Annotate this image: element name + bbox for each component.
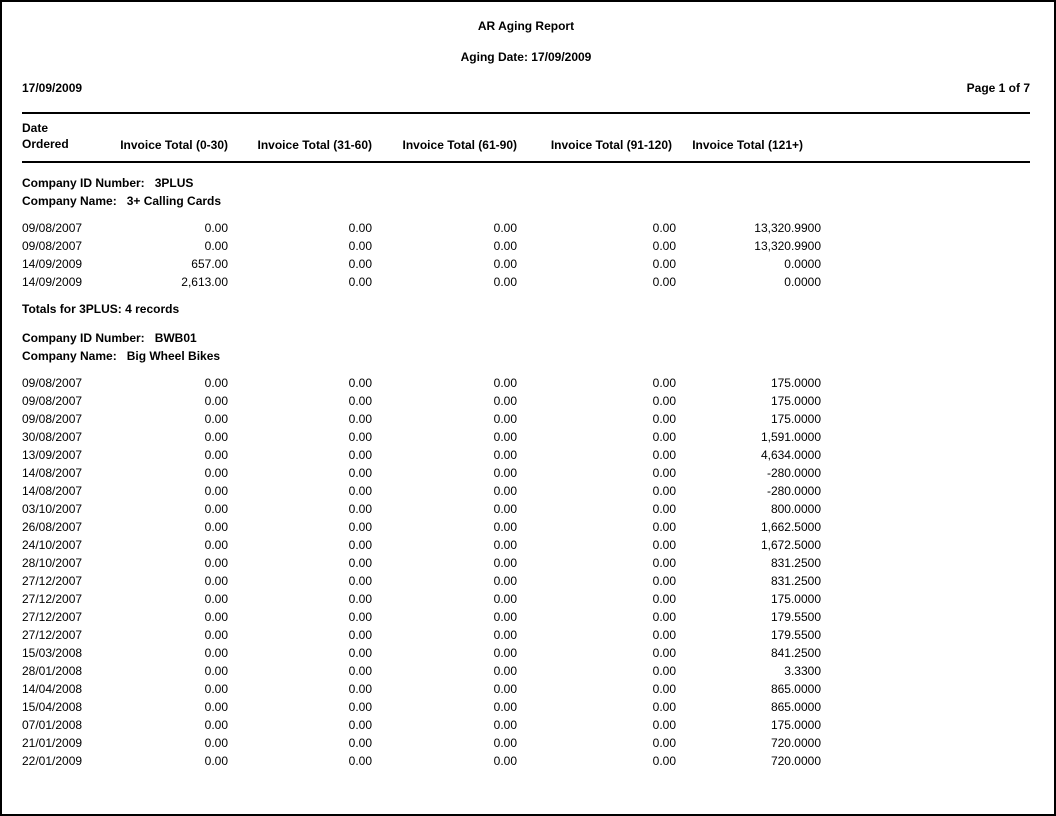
amount-cell: 0.00 <box>204 628 228 642</box>
amount-cell: 3.3300 <box>784 664 821 678</box>
table-row <box>22 428 1030 446</box>
company-id-value: 3PLUS <box>154 176 194 190</box>
spacer-cell <box>22 291 1030 300</box>
amount-cell: 175.0000 <box>770 718 821 732</box>
amount-cell: 0.00 <box>204 520 228 534</box>
amount-cell: 0.00 <box>493 484 517 498</box>
amount-cell: 0.00 <box>204 430 228 444</box>
table-row <box>22 237 1030 255</box>
date-ordered-cell: 30/08/2007 <box>22 430 83 444</box>
amount-cell: 0.00 <box>652 646 676 660</box>
amount-cell: 0.00 <box>204 592 228 606</box>
company-id-label: Company ID Number: <box>22 176 145 190</box>
amount-cell: 800.0000 <box>770 502 821 516</box>
table-row <box>22 464 1030 482</box>
date-ordered-cell: 07/01/2008 <box>22 718 83 732</box>
amount-cell: 0.00 <box>652 736 676 750</box>
amount-cell: 175.0000 <box>770 394 821 408</box>
table-row <box>22 554 1030 572</box>
amount-cell: 0.00 <box>204 700 228 714</box>
amount-cell: 0.00 <box>348 628 372 642</box>
amount-cell: 720.0000 <box>770 736 821 750</box>
amount-cell: 0.00 <box>348 221 372 235</box>
table-row <box>22 680 1030 698</box>
table-row <box>22 752 1030 770</box>
amount-cell: 0.00 <box>204 664 228 678</box>
filler-cell <box>821 662 1030 680</box>
date-ordered-cell: 14/08/2007 <box>22 466 83 480</box>
filler-cell <box>821 518 1030 536</box>
amount-cell: 0.00 <box>348 257 372 271</box>
date-ordered-cell: 09/08/2007 <box>22 221 83 235</box>
company-name-cell <box>22 192 1030 210</box>
amount-cell: 0.00 <box>652 376 676 390</box>
amount-cell: 2,613.00 <box>181 275 228 289</box>
filler-cell <box>821 644 1030 662</box>
company-id-cell <box>22 329 1030 347</box>
filler-cell <box>821 464 1030 482</box>
amount-cell: 0.00 <box>348 394 372 408</box>
amount-cell: 0.00 <box>204 754 228 768</box>
amount-cell: 0.00 <box>493 646 517 660</box>
amount-cell: 0.00 <box>493 718 517 732</box>
amount-cell: 841.2500 <box>770 646 821 660</box>
amount-cell: 0.00 <box>204 556 228 570</box>
date-ordered-cell: 14/08/2007 <box>22 484 83 498</box>
amount-cell: 0.00 <box>493 538 517 552</box>
filler-cell <box>821 237 1030 255</box>
spacer-row <box>22 770 1030 779</box>
table-body <box>22 162 1030 779</box>
amount-cell: 0.00 <box>204 484 228 498</box>
amount-cell: 0.00 <box>204 466 228 480</box>
amount-cell: -280.0000 <box>766 484 821 498</box>
spacer-cell <box>22 770 1030 779</box>
amount-cell: 1,662.5000 <box>760 520 821 534</box>
filler-cell <box>821 554 1030 572</box>
date-ordered-cell: 03/10/2007 <box>22 502 83 516</box>
amount-cell: 0.00 <box>652 592 676 606</box>
col-header-31-60: Invoice Total (31-60) <box>228 113 372 162</box>
date-ordered-cell: 09/08/2007 <box>22 376 83 390</box>
date-col-line1: Date <box>22 121 49 135</box>
company-id-value: BWB01 <box>154 331 197 345</box>
col-header-121plus: Invoice Total (121+) <box>676 113 821 162</box>
amount-cell: 0.00 <box>493 239 517 253</box>
amount-cell: 4,634.0000 <box>760 448 821 462</box>
amount-cell: 13,320.9900 <box>754 239 821 253</box>
spacer-row <box>22 162 1030 174</box>
date-ordered-cell: 27/12/2007 <box>22 574 83 588</box>
table-row <box>22 518 1030 536</box>
amount-cell: 0.00 <box>493 466 517 480</box>
date-ordered-cell: 09/08/2007 <box>22 394 83 408</box>
amount-cell: 0.00 <box>348 412 372 426</box>
amount-cell: 1,672.5000 <box>760 538 821 552</box>
amount-cell: 0.00 <box>204 646 228 660</box>
section-totals-row <box>22 300 1030 318</box>
company-id-line <box>22 329 1030 347</box>
table-row <box>22 536 1030 554</box>
amount-cell: 0.00 <box>493 448 517 462</box>
amount-cell: 0.00 <box>204 412 228 426</box>
col-header-filler <box>821 113 1030 162</box>
date-ordered-cell: 27/12/2007 <box>22 592 83 606</box>
filler-cell <box>821 255 1030 273</box>
amount-cell: 0.00 <box>493 412 517 426</box>
amount-cell: 0.00 <box>348 718 372 732</box>
amount-cell: 0.0000 <box>784 257 821 271</box>
amount-cell: 720.0000 <box>770 754 821 768</box>
amount-cell: 0.00 <box>493 736 517 750</box>
amount-cell: 0.00 <box>348 484 372 498</box>
table-row <box>22 255 1030 273</box>
filler-cell <box>821 374 1030 392</box>
amount-cell: 831.2500 <box>770 574 821 588</box>
amount-cell: 0.00 <box>493 502 517 516</box>
filler-cell <box>821 608 1030 626</box>
amount-cell: 0.00 <box>652 520 676 534</box>
filler-cell <box>821 392 1030 410</box>
amount-cell: 0.00 <box>348 682 372 696</box>
amount-cell: 0.00 <box>493 682 517 696</box>
table-row <box>22 644 1030 662</box>
filler-cell <box>821 482 1030 500</box>
table-row <box>22 590 1030 608</box>
table-row <box>22 446 1030 464</box>
amount-cell: 0.00 <box>204 682 228 696</box>
date-ordered-cell: 15/03/2008 <box>22 646 83 660</box>
date-ordered-cell: 28/10/2007 <box>22 556 83 570</box>
amount-cell: 0.00 <box>204 394 228 408</box>
filler-cell <box>821 410 1030 428</box>
filler-cell <box>821 536 1030 554</box>
company-id-cell <box>22 174 1030 192</box>
amount-cell: 0.00 <box>348 448 372 462</box>
spacer-cell <box>22 318 1030 329</box>
amount-cell: 0.00 <box>204 718 228 732</box>
date-ordered-cell: 15/04/2008 <box>22 700 83 714</box>
company-name-line <box>22 192 1030 210</box>
spacer-cell <box>22 162 1030 174</box>
spacer-cell <box>22 365 1030 374</box>
amount-cell: 0.00 <box>652 430 676 444</box>
amount-cell: 0.00 <box>652 484 676 498</box>
filler-cell <box>821 428 1030 446</box>
table-row <box>22 482 1030 500</box>
amount-cell: 0.00 <box>204 239 228 253</box>
filler-cell <box>821 590 1030 608</box>
amount-cell: 0.00 <box>493 275 517 289</box>
col-header-date-ordered <box>22 113 112 162</box>
amount-cell: 0.00 <box>348 736 372 750</box>
amount-cell: 0.00 <box>204 538 228 552</box>
table-row <box>22 374 1030 392</box>
amount-cell: 0.00 <box>348 239 372 253</box>
report-title: AR Aging Report <box>477 19 575 33</box>
spacer-row <box>22 365 1030 374</box>
amount-cell: 0.00 <box>348 646 372 660</box>
filler-cell <box>821 273 1030 291</box>
filler-cell <box>821 446 1030 464</box>
amount-cell: 657.00 <box>191 257 228 271</box>
filler-cell <box>821 626 1030 644</box>
company-name-value: Big Wheel Bikes <box>126 349 221 363</box>
amount-cell: 0.00 <box>652 412 676 426</box>
amount-cell: 0.00 <box>652 466 676 480</box>
aging-date-line: Aging Date: 17/09/2009 <box>460 50 592 64</box>
filler-cell <box>821 572 1030 590</box>
company-id-label: Company ID Number: <box>22 331 145 345</box>
filler-cell <box>821 716 1030 734</box>
amount-cell: 0.00 <box>493 221 517 235</box>
company-name-value: 3+ Calling Cards <box>126 194 222 208</box>
amount-cell: 0.00 <box>493 592 517 606</box>
col-header-0-30: Invoice Total (0-30) <box>112 113 228 162</box>
date-ordered-cell: 13/09/2007 <box>22 448 83 462</box>
date-ordered-cell: 14/09/2009 <box>22 275 83 289</box>
amount-cell: 0.00 <box>493 556 517 570</box>
report-content <box>2 19 1054 779</box>
amount-cell: 0.00 <box>493 376 517 390</box>
company-name-cell <box>22 347 1030 365</box>
filler-cell <box>821 698 1030 716</box>
table-row <box>22 698 1030 716</box>
amount-cell: 0.0000 <box>784 275 821 289</box>
run-date: 17/09/2009 <box>22 81 83 95</box>
amount-cell: 0.00 <box>652 448 676 462</box>
table-row <box>22 219 1030 237</box>
spacer-cell <box>22 210 1030 219</box>
amount-cell: 831.2500 <box>770 556 821 570</box>
table-row <box>22 392 1030 410</box>
amount-cell: 0.00 <box>348 592 372 606</box>
col-header-91-120: Invoice Total (91-120) <box>517 113 676 162</box>
amount-cell: 175.0000 <box>770 592 821 606</box>
amount-cell: 0.00 <box>348 502 372 516</box>
table-row <box>22 410 1030 428</box>
date-ordered-cell: 09/08/2007 <box>22 239 83 253</box>
amount-cell: 0.00 <box>652 556 676 570</box>
amount-cell: 0.00 <box>348 610 372 624</box>
table-row <box>22 572 1030 590</box>
filler-cell <box>821 734 1030 752</box>
amount-cell: 0.00 <box>204 736 228 750</box>
amount-cell: 0.00 <box>493 628 517 642</box>
amount-cell: 0.00 <box>652 538 676 552</box>
amount-cell: 0.00 <box>652 628 676 642</box>
amount-cell: 0.00 <box>493 574 517 588</box>
date-ordered-cell: 24/10/2007 <box>22 538 83 552</box>
amount-cell: 0.00 <box>348 520 372 534</box>
date-ordered-cell: 14/09/2009 <box>22 257 83 271</box>
amount-cell: 0.00 <box>652 754 676 768</box>
date-ordered-cell: 27/12/2007 <box>22 610 83 624</box>
amount-cell: 0.00 <box>493 610 517 624</box>
amount-cell: 0.00 <box>652 718 676 732</box>
page-indicator: Page 1 of 7 <box>966 81 1030 95</box>
filler-cell <box>821 752 1030 770</box>
amount-cell: 0.00 <box>348 556 372 570</box>
amount-cell: 0.00 <box>493 664 517 678</box>
date-ordered-cell: 26/08/2007 <box>22 520 83 534</box>
amount-cell: 0.00 <box>652 664 676 678</box>
amount-cell: 0.00 <box>652 574 676 588</box>
amount-cell: 0.00 <box>493 394 517 408</box>
table-row <box>22 608 1030 626</box>
filler-cell <box>821 680 1030 698</box>
amount-cell: 179.5500 <box>770 628 821 642</box>
col-header-61-90: Invoice Total (61-90) <box>372 113 517 162</box>
table-row <box>22 662 1030 680</box>
date-col-line2: Ordered <box>22 137 69 151</box>
table-row <box>22 273 1030 291</box>
amount-cell: 0.00 <box>493 700 517 714</box>
aging-table <box>22 112 1030 779</box>
table-header-row <box>22 113 1030 162</box>
spacer-row <box>22 210 1030 219</box>
filler-cell <box>821 500 1030 518</box>
amount-cell: 0.00 <box>348 466 372 480</box>
amount-cell: 0.00 <box>348 430 372 444</box>
table-row <box>22 716 1030 734</box>
meta-row <box>22 81 1030 95</box>
amount-cell: 0.00 <box>652 394 676 408</box>
company-name-line <box>22 347 1030 365</box>
company-name-label: Company Name: <box>22 194 117 208</box>
amount-cell: 0.00 <box>493 520 517 534</box>
amount-cell: 13,320.9900 <box>754 221 821 235</box>
amount-cell: 0.00 <box>204 221 228 235</box>
amount-cell: 0.00 <box>204 376 228 390</box>
amount-cell: 865.0000 <box>770 700 821 714</box>
amount-cell: 0.00 <box>348 275 372 289</box>
section-totals: Totals for 3PLUS: 4 records <box>22 302 180 316</box>
amount-cell: 1,591.0000 <box>760 430 821 444</box>
company-id-line <box>22 174 1030 192</box>
amount-cell: 0.00 <box>652 502 676 516</box>
filler-cell <box>821 219 1030 237</box>
company-name-label: Company Name: <box>22 349 117 363</box>
amount-cell: 0.00 <box>652 275 676 289</box>
amount-cell: 0.00 <box>348 754 372 768</box>
amount-cell: 0.00 <box>652 221 676 235</box>
amount-cell: 0.00 <box>493 430 517 444</box>
amount-cell: 865.0000 <box>770 682 821 696</box>
amount-cell: 0.00 <box>348 538 372 552</box>
amount-cell: 0.00 <box>204 448 228 462</box>
amount-cell: 0.00 <box>652 700 676 714</box>
table-row <box>22 626 1030 644</box>
date-ordered-cell: 09/08/2007 <box>22 412 83 426</box>
amount-cell: 0.00 <box>204 610 228 624</box>
amount-cell: 0.00 <box>348 700 372 714</box>
spacer-row <box>22 318 1030 329</box>
amount-cell: 0.00 <box>348 664 372 678</box>
amount-cell: 0.00 <box>348 574 372 588</box>
amount-cell: 0.00 <box>348 376 372 390</box>
amount-cell: 0.00 <box>204 574 228 588</box>
date-ordered-cell: 28/01/2008 <box>22 664 83 678</box>
amount-cell: 0.00 <box>652 610 676 624</box>
date-ordered-cell: 27/12/2007 <box>22 628 83 642</box>
amount-cell: 0.00 <box>652 682 676 696</box>
date-ordered-cell: 14/04/2008 <box>22 682 83 696</box>
date-ordered-cell: 21/01/2009 <box>22 736 83 750</box>
amount-cell: 175.0000 <box>770 376 821 390</box>
amount-cell: -280.0000 <box>766 466 821 480</box>
table-row <box>22 734 1030 752</box>
amount-cell: 0.00 <box>652 257 676 271</box>
amount-cell: 179.5500 <box>770 610 821 624</box>
amount-cell: 0.00 <box>493 754 517 768</box>
amount-cell: 0.00 <box>652 239 676 253</box>
spacer-row <box>22 291 1030 300</box>
table-row <box>22 500 1030 518</box>
date-ordered-cell: 22/01/2009 <box>22 754 83 768</box>
amount-cell: 175.0000 <box>770 412 821 426</box>
amount-cell: 0.00 <box>204 502 228 516</box>
amount-cell: 0.00 <box>493 257 517 271</box>
